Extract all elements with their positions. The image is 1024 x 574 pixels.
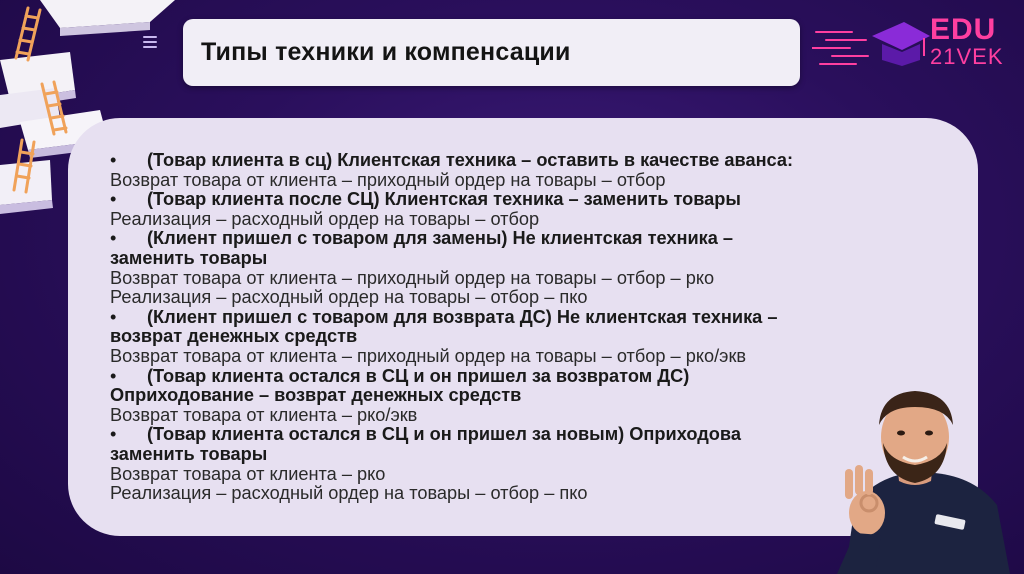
item-detail-line: Реализация – расходный ордер на товары – отбор [110,208,540,229]
item-heading-text: (Товар клиента остался в СЦ и он пришел за возвратом ДС) [147,365,690,386]
item-detail-line: Возврат товара от клиента – приходный ордер на товары – отбор – рко/экв [110,345,747,366]
item-heading [110,190,948,210]
item-detail-line: Возврат товара от клиента – приходный ордер на товары – отбор [110,169,666,190]
list-item [110,190,948,229]
list-item [110,308,948,367]
bullet-marker: • [110,150,117,170]
bullet-marker: • [110,228,117,249]
item-heading-text: (Клиент пришел с товаром для замены) Не клиентская техника – [147,228,734,249]
bullet-marker: • [110,189,117,210]
item-heading-text: (Товар клиента после СЦ) Клиентская техника – заменить товары [147,189,741,210]
logo-line1: EDU [930,13,997,46]
menu-icon[interactable] [143,36,157,48]
item-heading-continuation: заменить товары [110,247,268,268]
logo-line2: 21VEK [930,44,1004,69]
bullet-marker: • [110,365,117,386]
item-heading-continuation: заменить товары [110,443,268,464]
item-heading-text: (Товар клиента в сц) Клиентская техника – оставить в качестве аванса: [147,150,794,170]
item-heading-continuation: возврат денежных средств [110,326,358,347]
bullet-marker: • [110,306,117,327]
item-detail-line: Реализация – расходный ордер на товары – отбор – пко [110,483,588,504]
item-heading [110,308,948,328]
item-detail-line: Реализация – расходный ордер на товары – отбор – пко [110,287,588,308]
presenter-photo [815,385,1024,574]
edu-logo [930,15,1004,68]
list-item [110,151,948,190]
item-heading [110,229,948,249]
item-detail-line: Возврат товара от клиента – рко/экв [110,404,418,425]
page-title: Типы техники и компенсации [201,38,571,66]
item-detail-line: Возврат товара от клиента – рко [110,463,386,484]
item-heading-text: (Клиент пришел с товаром для возврата ДС) Не клиентская техника – [147,306,778,327]
item-heading [110,151,948,171]
item-heading [110,367,948,387]
bullet-marker: • [110,424,117,445]
item-heading-continuation: Оприходование – возврат денежных средств [110,385,522,406]
item-heading-text: (Товар клиента остался в СЦ и он пришел за новым) Оприходова [147,424,741,445]
list-item [110,229,948,307]
item-detail-line: Возврат товара от клиента – приходный ордер на товары – отбор – рко [110,267,715,288]
title-panel [183,19,800,86]
